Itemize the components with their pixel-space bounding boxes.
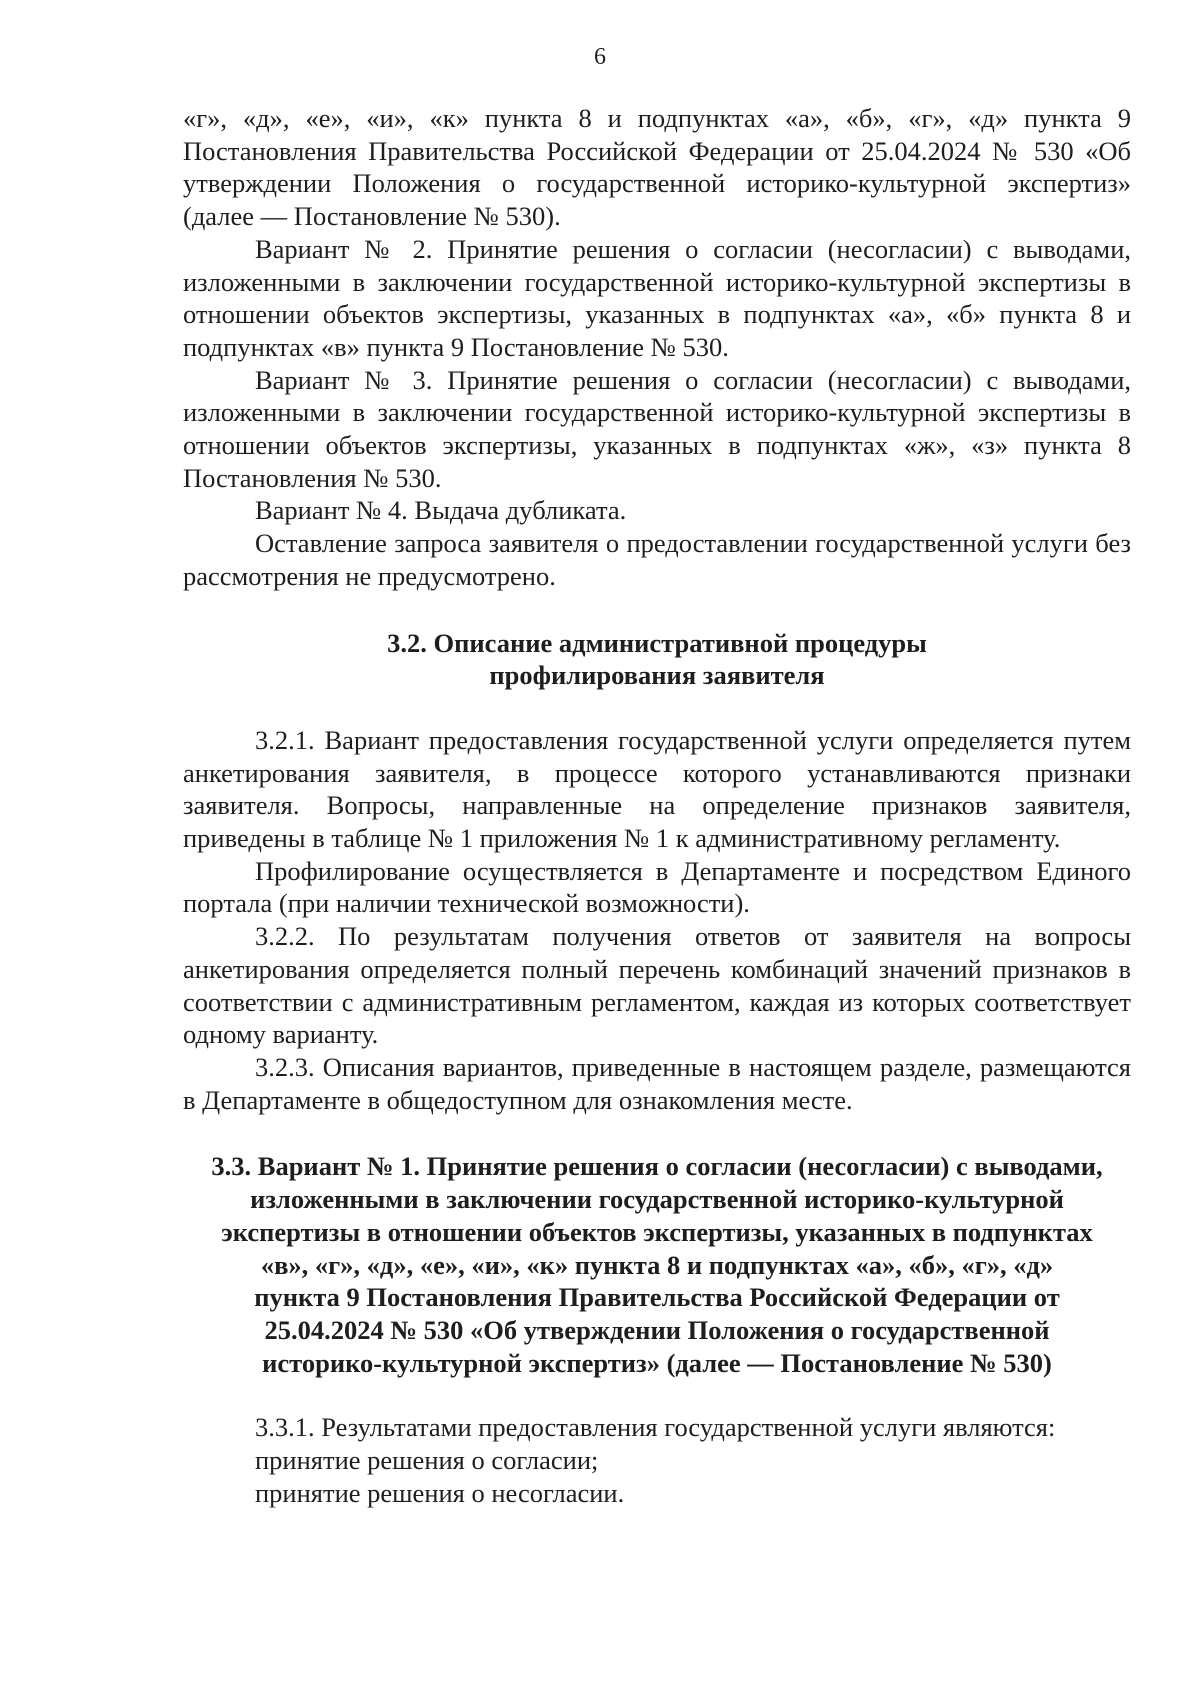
section-3-2-heading xyxy=(183,627,1131,692)
result-item-consent: принятие решения о согласии; xyxy=(255,1445,599,1476)
paragraph-3-2-3: 3.2.3. Описания вариантов, приведенные в настоящем разделе, размещаются в Департаменте в общедоступном для ознакомления месте. xyxy=(183,1051,1131,1115)
section-3-3-heading-line: 3.3. Вариант № 1. Принятие решения о согласии (несогласии) с выводами, xyxy=(211,1151,1103,1182)
section-3-3-heading xyxy=(183,1150,1131,1379)
intro-continuation-paragraph: «г», «д», «е», «и», «к» пункта 8 и подпунктах «а», «б», «г», «д» пункта 9 Постановления Правительства Российской Федерации от 25.04.2024 № 530 «Об утверждении Положения о государственной историко-культурной экспертиз» (далее — Постановление № 530). xyxy=(183,103,1131,232)
paragraph-3-3-1: 3.3.1. Результатами предоставления государственной услуги являются: xyxy=(255,1412,1056,1443)
section-3-2-heading-line: профилирования заявителя xyxy=(489,660,825,691)
section-3-3-heading-line: пункта 9 Постановления Правительства Российской Федерации от xyxy=(254,1282,1060,1313)
variant-4-paragraph: Вариант № 4. Выдача дубликата. xyxy=(255,495,627,526)
result-item-refusal: принятие решения о несогласии. xyxy=(255,1477,625,1508)
profiling-paragraph: Профилирование осуществляется в Департаменте и посредством Единого портала (при наличии технической возможности). xyxy=(183,855,1131,919)
section-3-3-heading-line: 25.04.2024 № 530 «Об утверждении Положения о государственной xyxy=(264,1314,1050,1345)
no-consideration-paragraph: Оставление запроса заявителя о предоставлении государственной услуги без рассмотрения не предусмотрено. xyxy=(183,528,1131,591)
section-3-3-heading-line: экспертизы в отношении объектов экспертизы, указанных в подпунктах xyxy=(221,1216,1093,1247)
variant-3-paragraph: Вариант № 3. Принятие решения о согласии (несогласии) с выводами, изложенными в заключении государственной историко-культурной экспертизы в отношении объектов экспертизы, указанных в подпунктах «ж», «з» пункта 8 Постановления № 530. xyxy=(183,364,1131,493)
variant-2-paragraph: Вариант № 2. Принятие решения о согласии (несогласии) с выводами, изложенными в заключении государственной историко-культурной экспертизы в отношении объектов экспертизы, указанных в подпунктах «а», «б» пункта 8 и подпунктах «в» пункта 9 Постановление № 530. xyxy=(183,233,1131,362)
document-body xyxy=(183,102,1131,1509)
page-number: 6 xyxy=(594,44,606,70)
paragraph-3-2-2: 3.2.2. По результатам получения ответов от заявителя на вопросы анкетирования определяется полный перечень комбинаций значений признаков в соответствии с административным регламентом, каждая из которых соответствует одному варианту. xyxy=(183,921,1131,1050)
section-3-3-heading-line: «в», «г», «д», «е», «и», «к» пункта 8 и подпунктах «а», «б», «г», «д» xyxy=(260,1249,1054,1280)
section-3-3-heading-line: историко-культурной экспертиз» (далее — Постановление № 530) xyxy=(262,1347,1052,1378)
section-3-2-heading-line: 3.2. Описание административной процедуры xyxy=(387,627,927,658)
section-3-3-heading-line: изложенными в заключении государственной историко-культурной xyxy=(250,1184,1064,1215)
paragraph-3-2-1: 3.2.1. Вариант предоставления государственной услуги определяется путем анкетирования заявителя, в процессе которого устанавливаются признаки заявителя. Вопросы, направленные на определение признаков заявителя, приведены в таблице № 1 приложения № 1 к административному регламенту. xyxy=(183,724,1131,854)
